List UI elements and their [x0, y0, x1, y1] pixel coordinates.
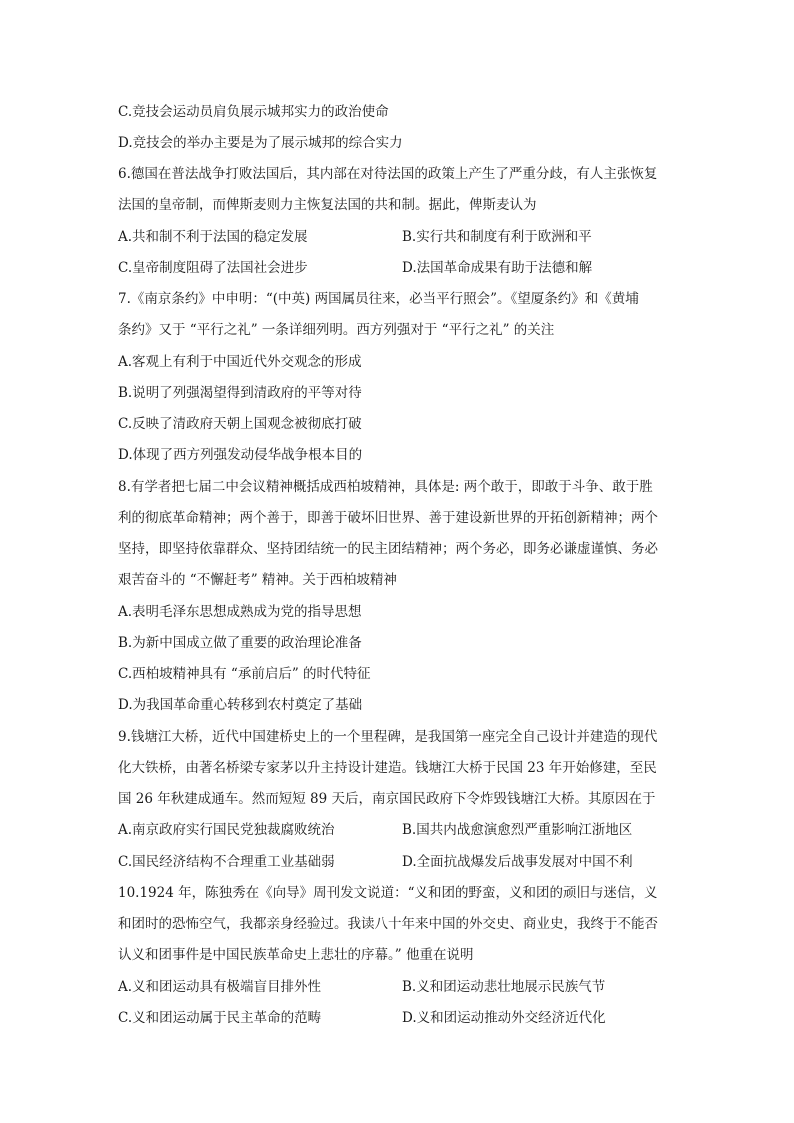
- q10-option-d: D.义和团运动推动外交经济近代化: [402, 1010, 606, 1026]
- q8-option-c: C.西柏坡精神具有 “承前启后” 的时代特征: [118, 666, 371, 682]
- q8-option-b: B.为新中国成立做了重要的政治理论准备: [118, 635, 362, 651]
- q8-stem-line-3: 坚持，即坚持依靠群众、坚持团结统一的民主团结精神；两个务必，即务必谦虚谨慎、务必: [118, 541, 658, 557]
- q10-stem-line-3: 认义和团事件是中国民族革命史上悲壮的序幕。” 他重在说明: [118, 947, 474, 963]
- q7-option-d: D.体现了西方列强发动侵华战争根本目的: [118, 447, 363, 463]
- q8-stem-line-1: 8.有学者把七届二中会议精神概括成西柏坡精神，具体是: 两个敢于，即敢于斗争、敢于胜: [118, 479, 653, 495]
- q10-option-a: A.义和团运动具有极端盲目排外性: [118, 979, 322, 995]
- q9-option-a: A.南京政府实行国民党独裁腐败统治: [118, 822, 335, 838]
- q7-option-a: A.客观上有利于中国近代外交观念的形成: [118, 354, 362, 370]
- q6-option-b: B.实行共和制度有利于欧洲和平: [402, 229, 592, 245]
- q9-stem-line-2: 化大铁桥，由著名桥梁专家茅以升主持设计建造。钱塘江大桥于民国 23 年开始修建，至民: [118, 760, 657, 776]
- q9-option-d: D.全面抗战爆发后战事发展对中国不利: [402, 854, 633, 870]
- q5-option-d: D.竞技会的举办主要是为了展示城邦的综合实力: [118, 135, 403, 151]
- q6-stem-line-2: 法国的皇帝制，而俾斯麦则力主恢复法国的共和制。据此，俾斯麦认为: [118, 197, 537, 213]
- q10-stem-line-1: 10.1924 年，陈独秀在《向导》周刊发文说道：“义和团的野蛮，义和团的顽旧与迷信，义: [118, 885, 658, 901]
- q8-option-d: D.为我国革命重心转移到农村奠定了基础: [118, 697, 363, 713]
- q6-stem-line-1: 6.德国在普法战争打败法国后，其内部在对待法国的政策上产生了严重分歧，有人主张恢复: [118, 166, 658, 182]
- q9-option-c: C.国民经济结构不合理重工业基础弱: [118, 854, 335, 870]
- q8-option-a: A.表明毛泽东思想成熟成为党的指导思想: [118, 604, 362, 620]
- q10-stem-line-2: 和团时的恐怖空气，我都亲身经验过。我读八十年来中国的外交史、商业史，我终于不能否: [118, 916, 658, 932]
- q7-option-b: B.说明了列强渴望得到清政府的平等对待: [118, 385, 362, 401]
- q6-option-c: C.皇帝制度阻碍了法国社会进步: [118, 260, 308, 276]
- q7-stem-line-2: 条约》又于 “平行之礼” 一条详细列明。西方列强对于 “平行之礼” 的关注: [118, 322, 555, 338]
- q6-option-d: D.法国革命成果有助于法德和解: [402, 260, 593, 276]
- q9-stem-line-3: 国 26 年秋建成通车。然而短短 89 天后，南京国民政府下令炸毁钱塘江大桥。其原因在于: [118, 791, 656, 807]
- q8-stem-line-4: 艰苦奋斗的 “不懈赶考” 精神。关于西柏坡精神: [118, 572, 397, 588]
- q7-stem-line-1: 7.《南京条约》中申明：“(中英) 两国属员往来，必当平行照会”。《望厦条约》和《黄埔: [118, 291, 639, 307]
- q7-option-c: C.反映了清政府天朝上国观念被彻底打破: [118, 416, 362, 432]
- q10-option-b: B.义和团运动悲壮地展示民族气节: [402, 979, 606, 995]
- q9-option-b: B.国共内战愈演愈烈严重影响江浙地区: [402, 822, 633, 838]
- q9-stem-line-1: 9.钱塘江大桥，近代中国建桥史上的一个里程碑，是我国第一座完全自己设计并建造的现代: [118, 729, 658, 745]
- q8-stem-line-2: 利的彻底革命精神；两个善于，即善于破坏旧世界、善于建设新世界的开拓创新精神；两个: [118, 510, 658, 526]
- q6-option-a: A.共和制不利于法国的稳定发展: [118, 229, 308, 245]
- q10-option-c: C.义和团运动属于民主革命的范畴: [118, 1010, 322, 1026]
- q5-option-c: C.竞技会运动员肩负展示城邦实力的政治使命: [118, 104, 389, 120]
